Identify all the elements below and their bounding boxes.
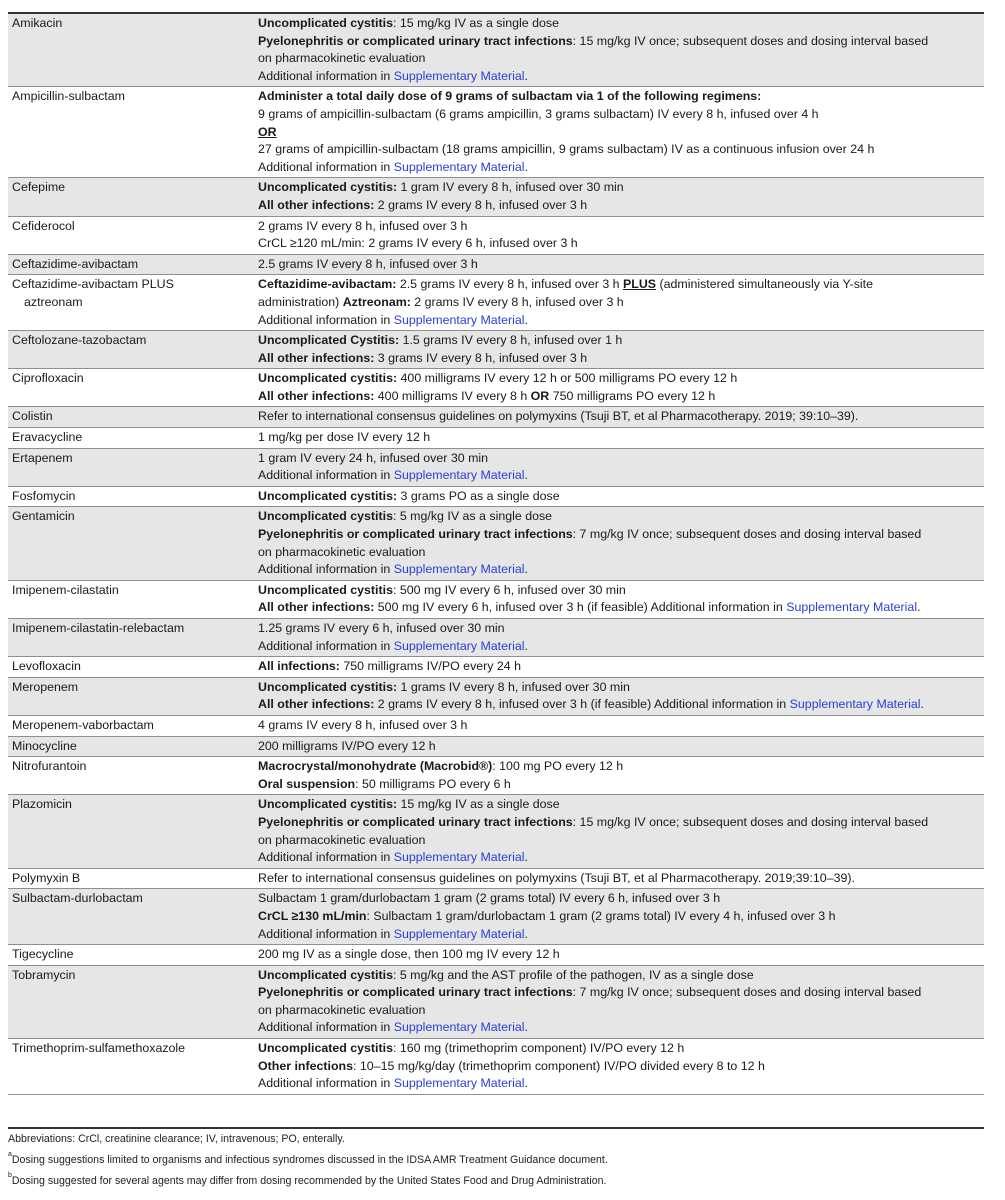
dosing-cell: [254, 677, 984, 715]
footnote-a-mark: a: [8, 1151, 12, 1158]
dosing-text: .: [917, 600, 921, 615]
dosing-cell: [254, 428, 984, 449]
drug-name-cell: [8, 868, 254, 889]
drug-name: Minocycline: [12, 738, 77, 753]
dosing-cell: [254, 757, 984, 795]
dosing-text: Additional information in: [258, 68, 394, 83]
table-row: [8, 868, 984, 889]
footnote-b: [8, 1171, 984, 1192]
dosing-text: 2 grams IV every 8 h, infused over 3 h: [258, 218, 468, 233]
dosing-line: [258, 967, 984, 985]
drug-name-cell: [8, 736, 254, 757]
drug-name: Sulbactam-durlobactam: [12, 891, 143, 906]
drug-name: Tigecycline: [12, 947, 74, 962]
dosing-text: 2.5 grams IV every 8 h, infused over 3 h: [258, 256, 478, 271]
indication-label: All infections:: [258, 659, 340, 674]
dosing-text: : 7 mg/kg IV once; subsequent doses and dosing interval based: [572, 527, 922, 542]
dosing-cell: [254, 87, 984, 178]
dosing-text: 1 mg/kg per dose IV every 12 h: [258, 430, 431, 445]
dosing-cell: [254, 619, 984, 657]
drug-name-cell: [8, 216, 254, 254]
dosing-line: [258, 256, 984, 274]
dosing-line: [258, 1075, 984, 1093]
drug-name: Ciprofloxacin: [12, 371, 84, 386]
dosing-table: [8, 12, 984, 1095]
supplementary-material-link[interactable]: Supplementary Material: [393, 638, 525, 653]
dosing-text: 4 grams IV every 8 h, infused over 3 h: [258, 717, 468, 732]
dosing-line: [258, 561, 984, 579]
dosing-text: 3 grams PO as a single dose: [397, 488, 560, 503]
drug-name: Ampicillin-sulbactam: [12, 89, 125, 104]
dosing-cell: [254, 13, 984, 87]
dosing-text: 2 grams IV every 8 h, infused over 3 h: [410, 294, 624, 309]
drug-name-continued: aztreonam: [24, 294, 83, 309]
drug-name-cell: [8, 369, 254, 407]
indication-label: OR: [530, 388, 550, 403]
table-row: [8, 657, 984, 678]
indication-label: Macrocrystal/monohydrate (Macrobid®): [258, 759, 493, 774]
drug-name-cell: [8, 889, 254, 945]
dosing-text: .: [524, 468, 528, 483]
dosing-text: : 100 mg PO every 12 h: [492, 759, 624, 774]
dosing-text: 3 grams IV every 8 h, infused over 3 h: [374, 350, 588, 365]
dosing-text: .: [524, 926, 528, 941]
dosing-text: 400 milligrams IV every 8 h: [374, 388, 531, 403]
dosing-line: [258, 68, 984, 86]
indication-label: All other infections:: [258, 388, 375, 403]
supplementary-material-link[interactable]: Supplementary Material: [393, 1020, 525, 1035]
dosing-line: [258, 388, 984, 406]
indication-label: Uncomplicated cystitis:: [258, 797, 398, 812]
dosing-text: : 160 mg (trimethoprim component) IV/PO every 12 h: [392, 1041, 685, 1056]
dosing-text: 1.5 grams IV every 8 h, infused over 1 h: [399, 333, 623, 348]
dosing-line: [258, 814, 984, 832]
table-row: [8, 619, 984, 657]
indication-label: Aztreonam:: [342, 294, 411, 309]
dosing-text: .: [920, 697, 924, 712]
drug-name: Imipenem-cilastatin-relebactam: [12, 621, 185, 635]
indication-label: CrCL ≥130 mL/min: [258, 908, 367, 923]
drug-name-cell: [8, 715, 254, 736]
drug-name: Meropenem-vaborbactam: [12, 717, 154, 732]
drug-name: Meropenem: [12, 679, 79, 694]
dosing-text: : 15 mg/kg IV as a single dose: [392, 16, 559, 30]
footnote-a: [8, 1150, 984, 1171]
indication-label: All other infections:: [258, 350, 375, 365]
dosing-cell: [254, 407, 984, 428]
drug-name: Ertapenem: [12, 450, 73, 465]
supplementary-material-link[interactable]: Supplementary Material: [393, 312, 525, 327]
dosing-line: [258, 849, 984, 867]
dosing-line: [258, 832, 984, 850]
dosing-line: [258, 312, 984, 330]
dosing-text: Additional information in: [258, 562, 394, 577]
dosing-line: [258, 658, 984, 676]
indication-label: Uncomplicated cystitis:: [258, 180, 398, 195]
dosing-text: administration): [258, 294, 343, 309]
dosing-text: : 15 mg/kg IV once; subsequent doses and dosing interval based: [572, 33, 929, 48]
drug-name: Polymyxin B: [12, 870, 81, 885]
dosing-line: [258, 370, 984, 388]
dosing-text: 750 milligrams IV/PO every 24 h: [339, 659, 522, 674]
supplementary-material-link[interactable]: Supplementary Material: [393, 850, 525, 865]
table-row: [8, 216, 984, 254]
drug-name-cell: [8, 448, 254, 486]
drug-name-cell: [8, 275, 254, 331]
supplementary-material-link[interactable]: Supplementary Material: [393, 468, 525, 483]
dosing-line: [258, 1058, 984, 1076]
table-row: [8, 715, 984, 736]
dosing-text: .: [524, 638, 528, 653]
dosing-text: on pharmacokinetic evaluation: [258, 51, 426, 66]
indication-label: Other infections: [258, 1058, 354, 1073]
dosing-text: 27 grams of ampicillin-sulbactam (18 grams ampicillin, 9 grams sulbactam) IV as a continuous infusion over 24 h: [258, 142, 875, 157]
dosing-text: Additional information in: [258, 926, 394, 941]
dosing-line: [258, 984, 984, 1002]
drug-name: Ceftazidime-avibactam PLUS: [12, 277, 174, 292]
dosing-cell: [254, 795, 984, 868]
dosing-cell: [254, 448, 984, 486]
table-row: [8, 965, 984, 1038]
dosing-cell: [254, 889, 984, 945]
dosing-text: : 15 mg/kg IV once; subsequent doses and dosing interval based: [572, 814, 929, 829]
dosing-text: 15 mg/kg IV as a single dose: [397, 797, 560, 812]
dosing-text: 2 grams IV every 8 h, infused over 3 h: [374, 197, 588, 212]
dosing-line: [258, 124, 984, 142]
dosing-line: [258, 350, 984, 368]
dosing-text: 9 grams of ampicillin-sulbactam (6 grams ampicillin, 3 grams sulbactam) IV every 8 h, infused over 4 h: [258, 106, 819, 121]
drug-name: Cefepime: [12, 180, 66, 195]
indication-label: Pyelonephritis or complicated urinary tract infections: [258, 814, 573, 829]
dosing-line: [258, 141, 984, 159]
dosing-text: Additional information in: [258, 638, 394, 653]
dosing-line: [258, 467, 984, 485]
dosing-line: [258, 294, 984, 312]
dosing-text: Refer to international consensus guidelines on polymyxins (Tsuji BT, et al Pharmacotherapy. 2019; 39:10–39).: [258, 409, 859, 424]
table-row: [8, 507, 984, 580]
dosing-text: : 5 mg/kg and the AST profile of the pathogen, IV as a single dose: [392, 967, 754, 982]
table-row: [8, 87, 984, 178]
supplementary-material-link[interactable]: Supplementary Material: [393, 159, 525, 174]
drug-name: Amikacin: [12, 16, 63, 30]
dosing-text: Additional information in: [258, 1076, 394, 1091]
dosing-line: [258, 526, 984, 544]
drug-name-cell: [8, 486, 254, 507]
drug-name: Ceftazidime-avibactam: [12, 256, 139, 271]
dosing-cell: [254, 715, 984, 736]
dosing-line: [258, 332, 984, 350]
dosing-line: [258, 582, 984, 600]
drug-name-cell: [8, 619, 254, 657]
dosing-text: : Sulbactam 1 gram/durlobactam 1 gram (2 grams total) IV every 4 h, infused over 3 h: [366, 908, 836, 923]
dosing-text: Sulbactam 1 gram/durlobactam 1 gram (2 grams total) IV every 6 h, infused over 3 h: [258, 891, 721, 906]
dosing-line: [258, 450, 984, 468]
dosing-line: [258, 926, 984, 944]
dosing-text: .: [524, 68, 528, 83]
dosing-line: [258, 738, 984, 756]
dosing-line: [258, 88, 984, 106]
table-row: [8, 677, 984, 715]
dosing-text: : 50 milligrams PO every 6 h: [355, 776, 511, 791]
table-row: [8, 795, 984, 868]
dosing-line: [258, 717, 984, 735]
dosing-line: [258, 106, 984, 124]
dosing-line: [258, 946, 984, 964]
dosing-text: (administered simultaneously via Y-site: [656, 277, 873, 292]
dosing-text: .: [524, 562, 528, 577]
footnote-a-text: Dosing suggestions limited to organisms and infectious syndromes discussed in the IDSA AMR Treatment Guidance document.: [11, 1154, 608, 1166]
table-row: [8, 889, 984, 945]
dosing-text: 1 gram IV every 24 h, infused over 30 min: [258, 450, 489, 465]
dosing-table-container: [8, 12, 984, 1095]
dosing-line: [258, 508, 984, 526]
drug-name-cell: [8, 677, 254, 715]
footnote-b-mark: b: [8, 1172, 12, 1179]
dosing-cell: [254, 657, 984, 678]
dosing-cell: [254, 254, 984, 275]
dosing-text: : 7 mg/kg IV once; subsequent doses and dosing interval based: [572, 985, 922, 1000]
indication-label: Uncomplicated Cystitis:: [258, 333, 400, 348]
emphasis-text: PLUS: [623, 277, 657, 292]
drug-name: Imipenem-cilastatin: [12, 582, 119, 597]
dosing-line: [258, 1040, 984, 1058]
dosing-line: [258, 908, 984, 926]
dosing-cell: [254, 486, 984, 507]
drug-name-cell: [8, 87, 254, 178]
indication-label: Uncomplicated cystitis: [258, 509, 393, 524]
drug-name: Gentamicin: [12, 509, 75, 524]
dosing-cell: [254, 507, 984, 580]
dosing-cell: [254, 331, 984, 369]
indication-label: Uncomplicated cystitis:: [258, 679, 398, 694]
dosing-table-body: [8, 13, 984, 1094]
dosing-cell: [254, 369, 984, 407]
dosing-cell: [254, 945, 984, 966]
dosing-cell: [254, 965, 984, 1038]
drug-name: Fosfomycin: [12, 488, 76, 503]
dosing-cell: [254, 868, 984, 889]
table-row: [8, 448, 984, 486]
table-row: [8, 407, 984, 428]
table-row: [8, 486, 984, 507]
dosing-line: [258, 15, 984, 33]
supplementary-material-link[interactable]: Supplementary Material: [393, 1076, 525, 1091]
dosing-text: .: [524, 312, 528, 327]
dosing-text: 1 gram IV every 8 h, infused over 30 min: [397, 180, 624, 195]
dosing-line: [258, 276, 984, 294]
drug-name: Cefiderocol: [12, 218, 75, 233]
dosing-line: [258, 758, 984, 776]
supplementary-material-link[interactable]: Supplementary Material: [393, 68, 525, 83]
dosing-line: [258, 776, 984, 794]
indication-label: All other infections:: [258, 697, 375, 712]
drug-name-cell: [8, 428, 254, 449]
drug-name: Levofloxacin: [12, 659, 81, 674]
indication-label: Pyelonephritis or complicated urinary tract infections: [258, 527, 573, 542]
table-row: [8, 331, 984, 369]
drug-name-cell: [8, 1039, 254, 1095]
dosing-line: [258, 638, 984, 656]
drug-name-cell: [8, 757, 254, 795]
dosing-line: [258, 620, 984, 638]
indication-label: Administer a total daily dose of 9 grams of sulbactam via 1 of the following regimens:: [258, 89, 762, 104]
dosing-text: 500 mg IV every 6 h, infused over 3 h (if feasible) Additional information in: [374, 600, 787, 615]
drug-name: Trimethoprim-sulfamethoxazole: [12, 1041, 186, 1056]
indication-label: Ceftazidime-avibactam:: [258, 277, 397, 292]
drug-name: Plazomicin: [12, 797, 72, 812]
supplementary-material-link[interactable]: Supplementary Material: [393, 926, 525, 941]
dosing-line: [258, 235, 984, 253]
dosing-cell: [254, 178, 984, 216]
dosing-text: .: [524, 850, 528, 865]
drug-name: Tobramycin: [12, 967, 76, 982]
dosing-line: [258, 429, 984, 447]
dosing-cell: [254, 1039, 984, 1095]
dosing-line: [258, 890, 984, 908]
dosing-text: .: [524, 1020, 528, 1035]
dosing-line: [258, 488, 984, 506]
dosing-line: [258, 1019, 984, 1037]
dosing-text: 400 milligrams IV every 12 h or 500 milligrams PO every 12 h: [397, 371, 738, 386]
dosing-text: Additional information in: [258, 468, 394, 483]
drug-name-cell: [8, 254, 254, 275]
drug-name: Colistin: [12, 409, 53, 424]
drug-name-cell: [8, 507, 254, 580]
drug-name: Nitrofurantoin: [12, 759, 87, 774]
drug-name-cell: [8, 945, 254, 966]
indication-label: Oral suspension: [258, 776, 356, 791]
table-row: [8, 369, 984, 407]
dosing-line: [258, 197, 984, 215]
drug-name-cell: [8, 965, 254, 1038]
dosing-text: 200 mg IV as a single dose, then 100 mg IV every 12 h: [258, 947, 560, 962]
indication-label: Pyelonephritis or complicated urinary tract infections: [258, 985, 573, 1000]
table-row: [8, 1039, 984, 1095]
dosing-text: : 500 mg IV every 6 h, infused over 30 min: [392, 582, 626, 597]
table-row: [8, 428, 984, 449]
drug-name: Ceftolozane-tazobactam: [12, 333, 147, 348]
dosing-line: [258, 408, 984, 426]
dosing-cell: [254, 580, 984, 618]
drug-name-cell: [8, 331, 254, 369]
dosing-line: [258, 796, 984, 814]
table-row: [8, 13, 984, 87]
indication-label: Pyelonephritis or complicated urinary tract infections: [258, 33, 573, 48]
table-row: [8, 275, 984, 331]
dosing-text: 2 grams IV every 8 h, infused over 3 h (if feasible) Additional information in: [374, 697, 790, 712]
dosing-cell: [254, 216, 984, 254]
dosing-text: on pharmacokinetic evaluation: [258, 1002, 426, 1017]
dosing-text: Additional information in: [258, 850, 394, 865]
table-row: [8, 945, 984, 966]
dosing-text: : 10–15 mg/kg/day (trimethoprim component) IV/PO divided every 8 to 12 h: [353, 1058, 765, 1073]
indication-label: Uncomplicated cystitis: [258, 16, 393, 30]
table-row: [8, 736, 984, 757]
dosing-text: 1.25 grams IV every 6 h, infused over 30 min: [258, 621, 505, 635]
drug-name-cell: [8, 178, 254, 216]
table-row: [8, 178, 984, 216]
dosing-text: CrCL ≥120 mL/min: 2 grams IV every 6 h, infused over 3 h: [258, 236, 578, 251]
drug-name-cell: [8, 407, 254, 428]
indication-label: All other infections:: [258, 600, 375, 615]
dosing-text: Additional information in: [258, 159, 394, 174]
indication-label: Uncomplicated cystitis: [258, 1041, 393, 1056]
table-row: [8, 580, 984, 618]
dosing-text: Additional information in: [258, 312, 394, 327]
dosing-line: [258, 33, 984, 51]
supplementary-material-link[interactable]: Supplementary Material: [393, 562, 525, 577]
dosing-text: Refer to international consensus guidelines on polymyxins (Tsuji BT, et al Pharmacotherapy. 2019;39:10–39).: [258, 870, 855, 885]
dosing-line: [258, 159, 984, 177]
dosing-text: .: [524, 1076, 528, 1091]
dosing-text: 1 grams IV every 8 h, infused over 30 min: [397, 679, 630, 694]
drug-name-cell: [8, 795, 254, 868]
dosing-text: .: [524, 159, 528, 174]
dosing-line: [258, 50, 984, 68]
dosing-text: 2.5 grams IV every 8 h, infused over 3 h: [396, 277, 623, 292]
indication-label: Uncomplicated cystitis:: [258, 371, 398, 386]
dosing-text: : 5 mg/kg IV as a single dose: [392, 509, 553, 524]
dosing-line: [258, 696, 984, 714]
dosing-cell: [254, 275, 984, 331]
dosing-line: [258, 218, 984, 236]
table-footnotes: [8, 1127, 984, 1192]
indication-label: All other infections:: [258, 197, 375, 212]
supplementary-material-link[interactable]: Supplementary Material: [789, 697, 921, 712]
table-row: [8, 254, 984, 275]
indication-label: Uncomplicated cystitis: [258, 967, 393, 982]
dosing-line: [258, 870, 984, 888]
indication-label: Uncomplicated cystitis:: [258, 488, 398, 503]
dosing-line: [258, 679, 984, 697]
dosing-text: Additional information in: [258, 1020, 394, 1035]
drug-name-cell: [8, 657, 254, 678]
dosing-line: [258, 544, 984, 562]
dosing-line: [258, 179, 984, 197]
dosing-line: [258, 1002, 984, 1020]
drug-name: Eravacycline: [12, 430, 83, 445]
dosing-text: on pharmacokinetic evaluation: [258, 544, 426, 559]
dosing-cell: [254, 736, 984, 757]
drug-name-cell: [8, 580, 254, 618]
supplementary-material-link[interactable]: Supplementary Material: [786, 600, 918, 615]
drug-name-cell: [8, 13, 254, 87]
dosing-text: 200 milligrams IV/PO every 12 h: [258, 738, 436, 753]
emphasis-text: OR: [258, 124, 277, 139]
indication-label: Uncomplicated cystitis: [258, 582, 393, 597]
footnote-b-text: Dosing suggested for several agents may differ from dosing recommended by the United States Food and Drug Administration.: [11, 1175, 607, 1187]
dosing-text: 750 milligrams PO every 12 h: [549, 388, 716, 403]
dosing-line: [258, 599, 984, 617]
dosing-text: on pharmacokinetic evaluation: [258, 832, 426, 847]
footnote-abbreviations: Abbreviations: CrCl, creatinine clearance; IV, intravenous; PO, enterally.: [8, 1133, 345, 1145]
table-row: [8, 757, 984, 795]
